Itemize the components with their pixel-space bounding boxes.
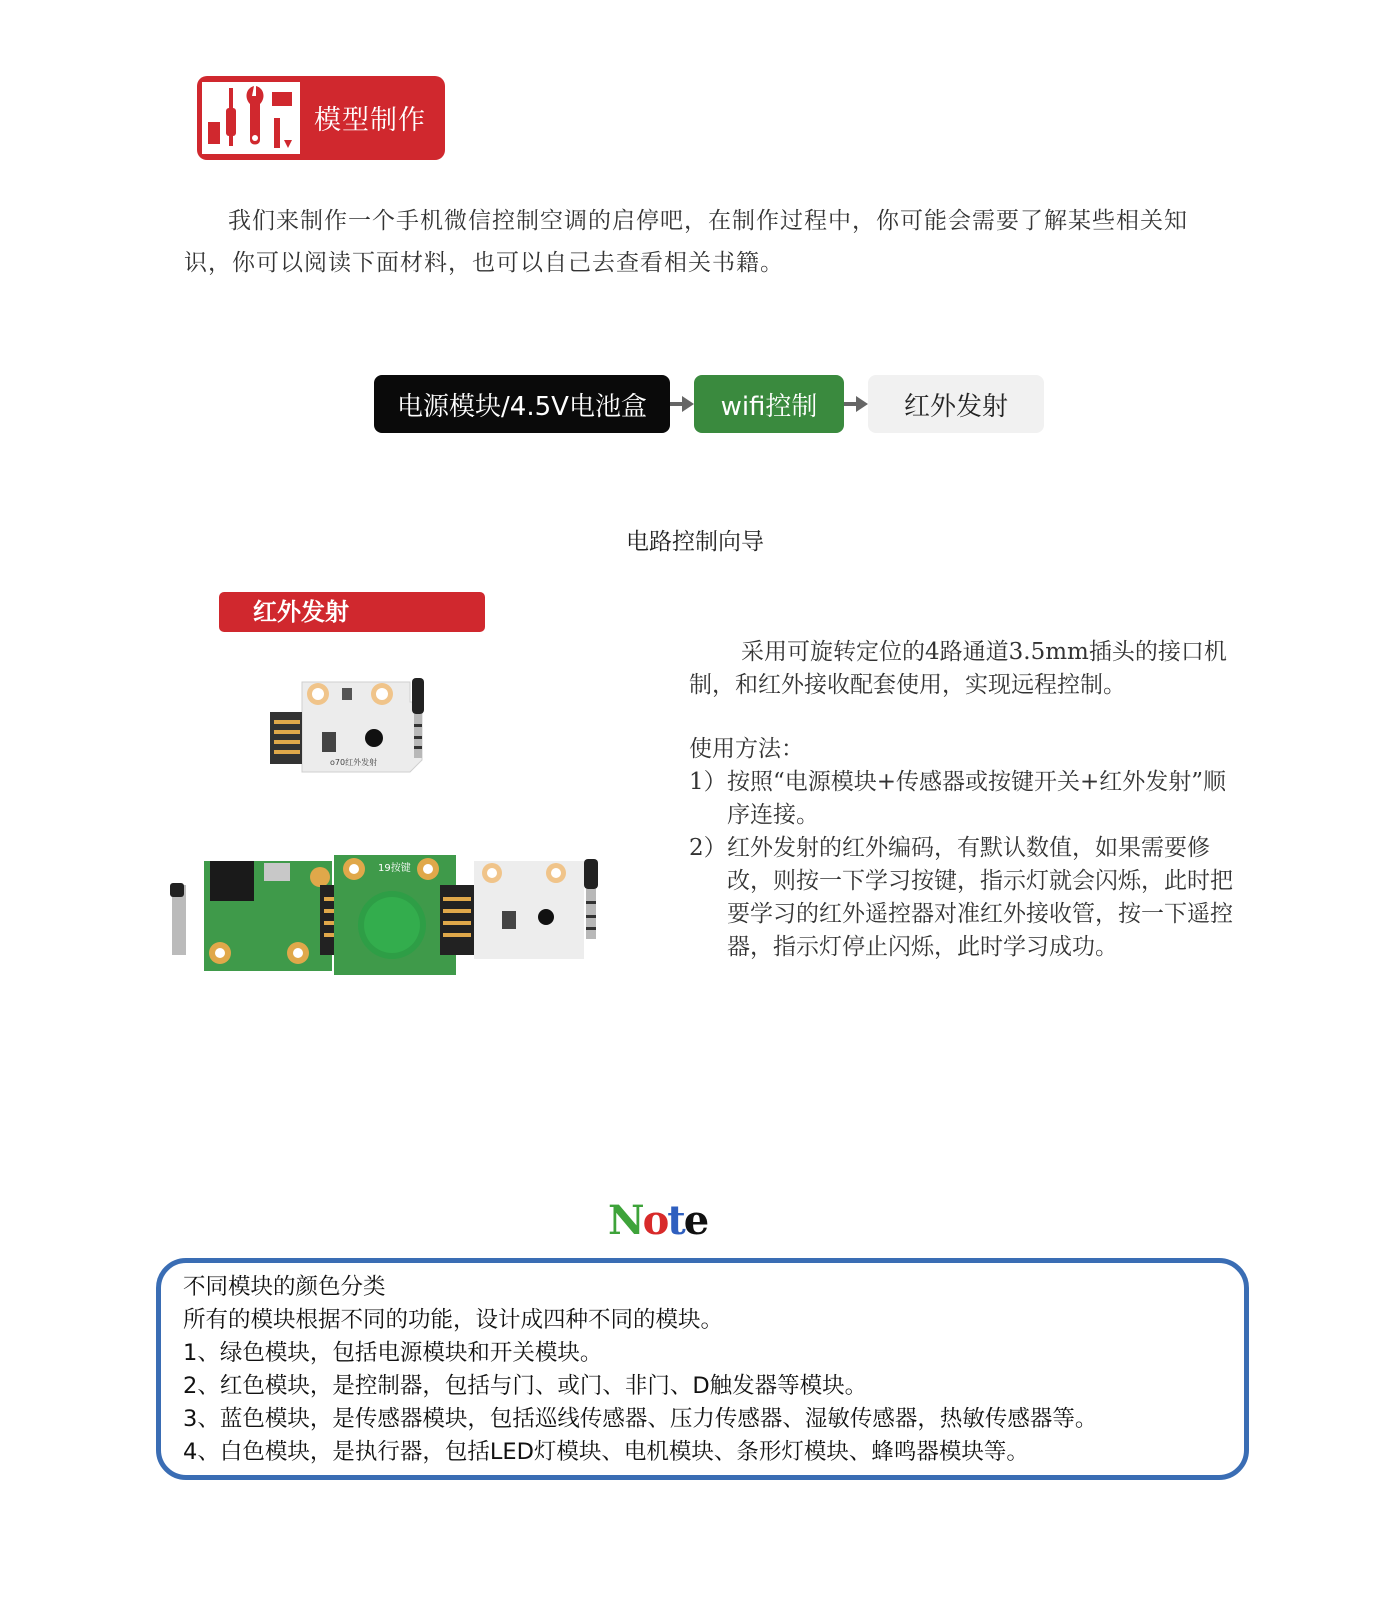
note-line: 2、红色模块，是控制器，包括与门、或门、非门、D触发器等模块。 xyxy=(183,1373,868,1399)
section-header-badge xyxy=(197,76,445,160)
usage-item-number: 1） xyxy=(689,769,727,795)
note-heading: 不同模块的颜色分类 xyxy=(183,1274,386,1300)
note-letter: t xyxy=(667,1197,684,1244)
flow-step-ir-emitter: 红外发射 xyxy=(868,375,1044,433)
key-module-silkscreen: 19按键 xyxy=(378,863,411,874)
ir-module-silkscreen: o70红外发射 xyxy=(330,758,378,767)
usage-list xyxy=(689,766,1249,964)
usage-item xyxy=(689,766,1249,832)
flow-step-wifi-control: wifi控制 xyxy=(694,375,844,433)
module-chain-photo xyxy=(170,855,620,980)
module-summary: 采用可旋转定位的4路通道3.5mm插头的接口机制，和红外接收配套使用，实现远程控制。 xyxy=(689,639,1227,698)
note-letter: N xyxy=(608,1197,643,1244)
note-letter: o xyxy=(642,1197,668,1244)
note-line: 3、蓝色模块，是传感器模块，包括巡线传感器、压力传感器、湿敏传感器，热敏传感器等。 xyxy=(183,1406,1098,1432)
usage-item-number: 2） xyxy=(689,835,727,861)
module-description xyxy=(689,636,1249,964)
tools-icon xyxy=(202,82,300,154)
note-line: 所有的模块根据不同的功能，设计成四种不同的模块。 xyxy=(183,1307,724,1333)
arrow-right-icon xyxy=(670,394,694,414)
note-line: 1、绿色模块，包括电源模块和开关模块。 xyxy=(183,1340,603,1366)
usage-item xyxy=(689,832,1249,964)
ir-emitter-module-photo xyxy=(270,672,450,792)
intro-paragraph: 我们来制作一个手机微信控制空调的启停吧，在制作过程中，你可能会需要了解某些相关知识，你可以阅读下面材料，也可以自己去查看相关书籍。 xyxy=(184,208,1188,276)
flow-step-power-module: 电源模块/4.5V电池盒 xyxy=(374,375,670,433)
section-title: 模型制作 xyxy=(314,105,426,136)
usage-item-text: 红外发射的红外编码，有默认数值，如果需要修改，则按一下学习按键，指示灯就会闪烁，此时把要学习的红外遥控器对准红外接收管，按一下遥控器，指示灯停止闪烁，此时学习成功。 xyxy=(727,835,1233,960)
diagram-caption: 电路控制向导 xyxy=(626,529,764,555)
usage-heading: 使用方法： xyxy=(689,736,804,762)
note-line: 4、白色模块，是执行器，包括LED灯模块、电机模块、条形灯模块、蜂鸣器模块等。 xyxy=(183,1439,1029,1465)
module-section-label: 红外发射 xyxy=(219,592,485,632)
note-title xyxy=(608,1197,788,1245)
note-letter: e xyxy=(683,1197,708,1244)
usage-item-text: 按照“电源模块+传感器或按键开关+红外发射”顺序连接。 xyxy=(727,769,1227,828)
note-box xyxy=(156,1258,1249,1480)
arrow-right-icon xyxy=(844,394,868,414)
